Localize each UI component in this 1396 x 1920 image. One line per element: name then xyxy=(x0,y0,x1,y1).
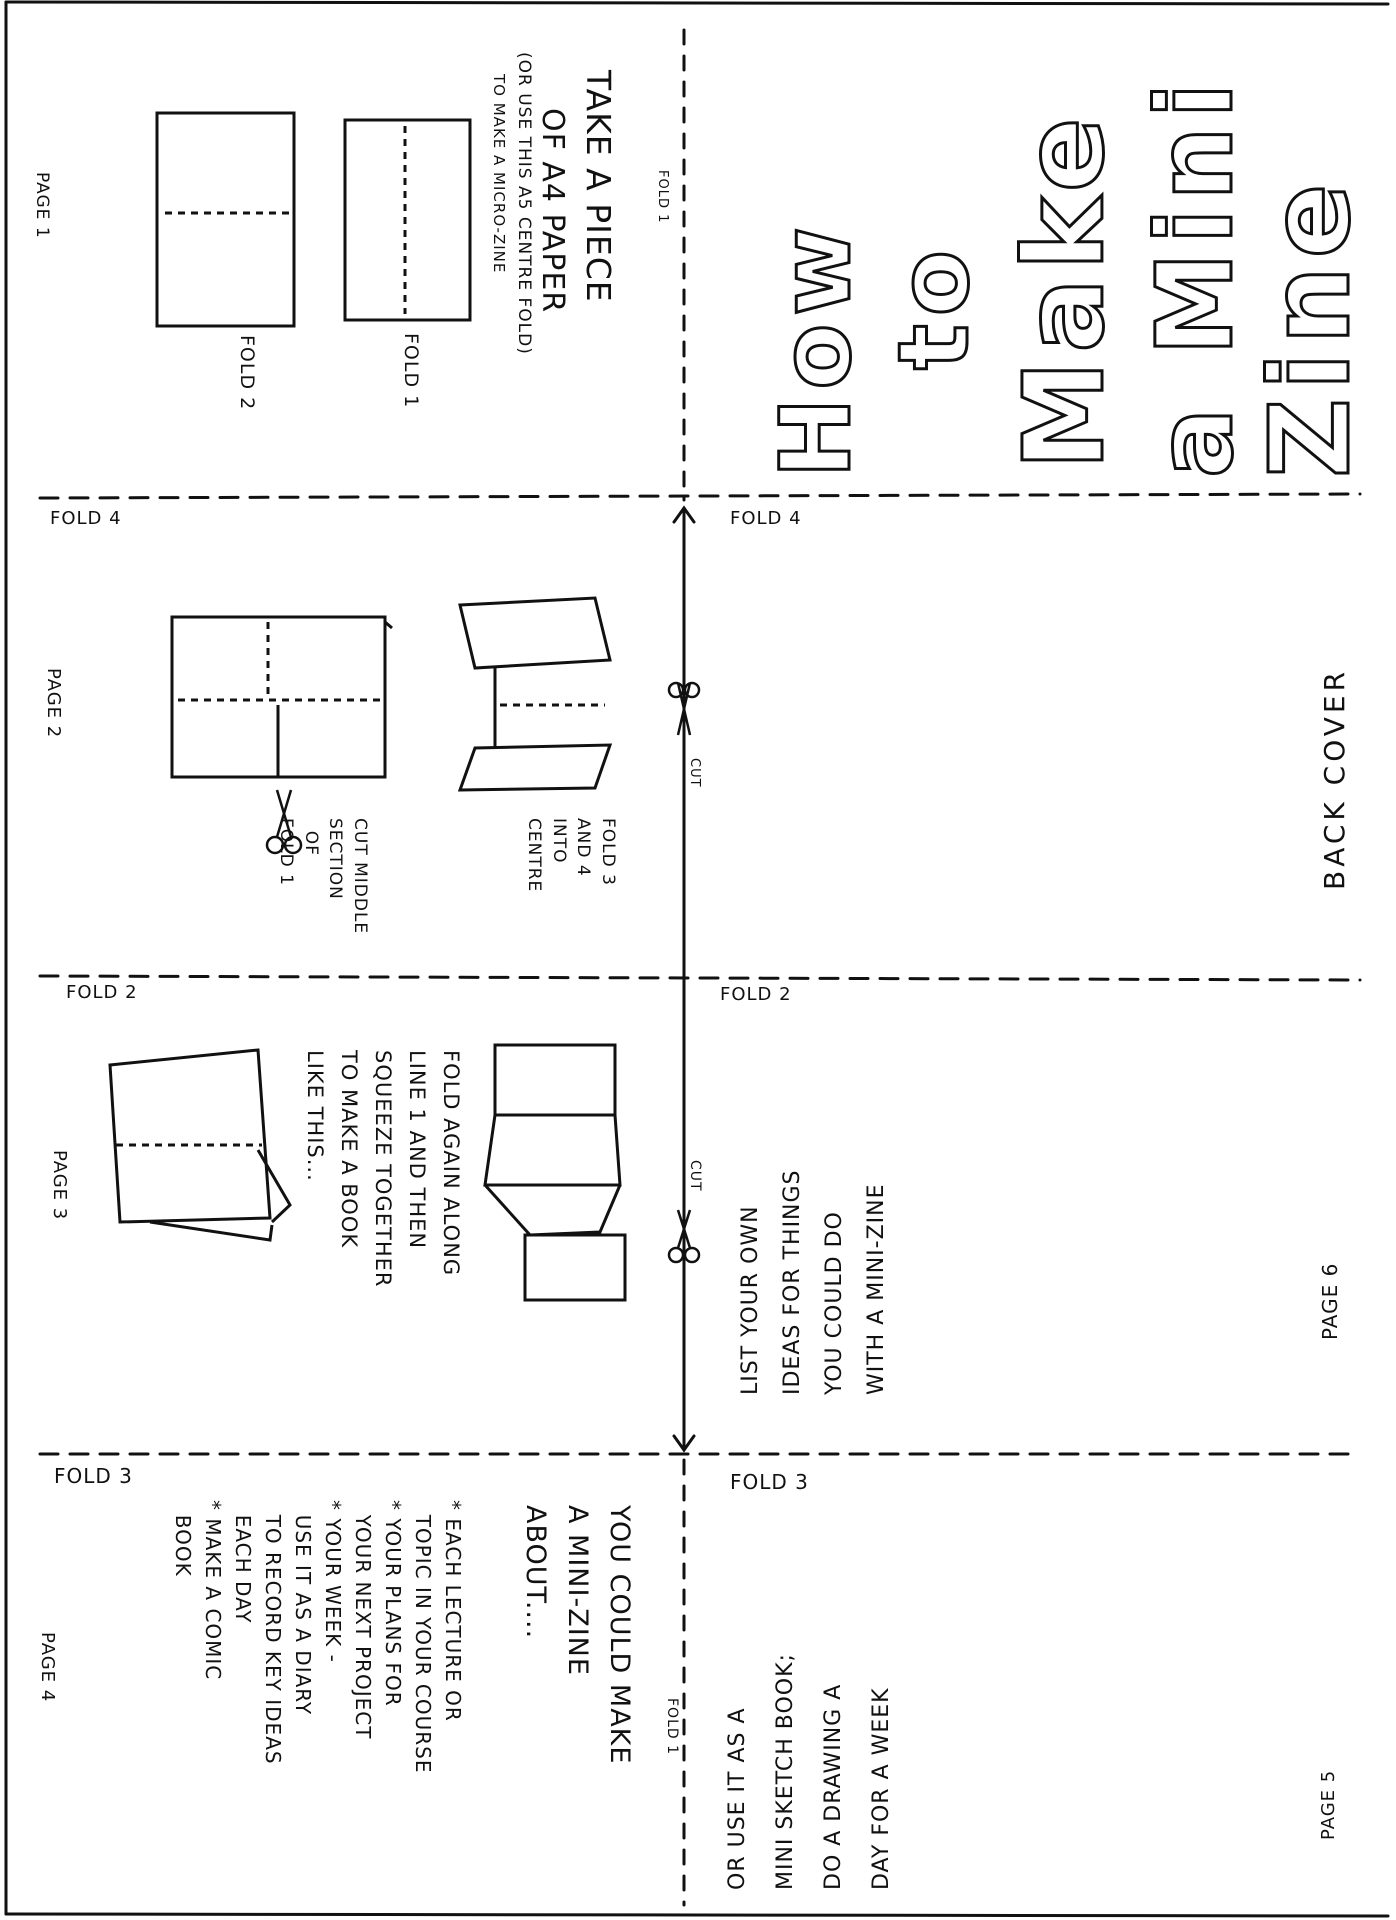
page1-note-line1: (OR USE THIS A5 CENTRE FOLD) xyxy=(514,52,534,355)
page2-diagram xyxy=(172,598,610,790)
page4-bullets: * EACH LECTURE OR TOPIC IN YOUR COURSE * YOUR PLANS FOR YOUR NEXT PROJECT * YOUR WEEK - USE IT AS A DIARY TO RECORD KEY IDEAS EACH DAY * MAKE A COMIC BOOK xyxy=(171,1500,465,1774)
page1-diagram-fold1: FOLD 1 xyxy=(400,333,422,409)
cover-title-make: Make xyxy=(1000,109,1128,470)
page1-diagram-fold2: FOLD 2 xyxy=(236,335,258,411)
fold4-label-right: FOLD 4 xyxy=(730,508,802,529)
page1-diagram xyxy=(157,113,470,326)
back-cover-label: BACK COVER xyxy=(1318,667,1351,890)
fold4-label-left: FOLD 4 xyxy=(50,508,122,529)
page6-text: LIST YOUR OWN IDEAS FOR THINGS YOU COULD DO WITH A MINI-ZINE xyxy=(738,1169,889,1395)
page4-heading: YOU COULD MAKE A MINI-ZINE ABOUT.... xyxy=(520,1505,635,1765)
cut-label-lower: CUT xyxy=(687,1160,703,1192)
fold4-line xyxy=(40,494,1360,498)
page2-fold-text: FOLD 3 AND 4 INTO CENTRE xyxy=(524,818,618,893)
page3-label: PAGE 3 xyxy=(49,1150,70,1221)
page1-instruction-line1: TAKE A PIECE xyxy=(579,70,618,303)
page5-text: OR USE IT AS A MINI SKETCH BOOK; DO A DRAWING A DAY FOR A WEEK xyxy=(725,1653,894,1890)
page4-label: PAGE 4 xyxy=(37,1632,58,1703)
sheet-top-edge xyxy=(6,2,1388,4)
fold3-label-left: FOLD 3 xyxy=(54,1464,133,1488)
cover-title-how: How xyxy=(760,219,872,478)
fold2-line xyxy=(40,976,1360,980)
cover-title-zine: Zine xyxy=(1246,175,1374,478)
page3-text: FOLD AGAIN ALONG LINE 1 AND THEN SQUEEZE TOGETHER TO MAKE A BOOK LIKE THIS... xyxy=(303,1050,463,1288)
page5-label: PAGE 5 xyxy=(1318,1769,1339,1840)
page1-instruction-line2: OF A4 PAPER xyxy=(535,108,570,314)
cover-title-a-mini: a Mini xyxy=(1134,74,1256,478)
page2-label: PAGE 2 xyxy=(43,668,64,739)
cover-title-to: to xyxy=(878,242,990,370)
page1-note-line2: TO MAKE A MICRO-ZINE xyxy=(490,74,508,274)
fold1-label-bottom: FOLD 1 xyxy=(664,1698,680,1756)
cut-label-upper: CUT xyxy=(687,758,702,788)
page2-cut-text: CUT MIDDLE SECTION OF FOLD 1 xyxy=(276,818,370,935)
page1-label: PAGE 1 xyxy=(32,172,52,239)
fold2-label-left: FOLD 2 xyxy=(66,982,138,1003)
fold1-label-top: FOLD 1 xyxy=(655,170,670,224)
sheet-bottom-edge xyxy=(6,1914,1388,1916)
fold2-label-right: FOLD 2 xyxy=(720,984,792,1005)
fold3-label-right: FOLD 3 xyxy=(730,1470,809,1494)
page6-label: PAGE 6 xyxy=(1318,1262,1342,1340)
